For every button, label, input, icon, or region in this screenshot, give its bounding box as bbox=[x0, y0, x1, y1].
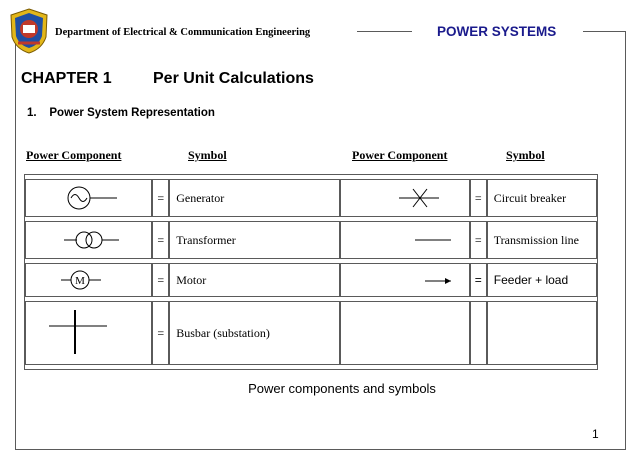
table-row bbox=[25, 221, 597, 259]
component-name-feeder-load: Feeder + load bbox=[487, 263, 597, 297]
section-heading: 1. Power System Representation bbox=[27, 107, 215, 119]
department-name: Department of Electrical & Communication Engineering bbox=[55, 27, 311, 38]
page-number: 1 bbox=[592, 427, 599, 441]
equals-sign: = bbox=[470, 263, 487, 297]
component-name-motor: Motor bbox=[169, 263, 339, 297]
empty-symbol-cell bbox=[340, 301, 470, 365]
figure-caption: Power components and symbols bbox=[248, 381, 436, 396]
transformer-symbol-icon bbox=[44, 225, 134, 255]
chapter-title: Per Unit Calculations bbox=[153, 70, 314, 87]
header-rule bbox=[357, 31, 412, 32]
equals-sign: = bbox=[152, 221, 169, 259]
feeder-load-arrow-icon bbox=[355, 266, 455, 294]
generator-symbol-icon bbox=[49, 183, 129, 213]
table-row bbox=[25, 301, 597, 365]
motor-symbol-cell bbox=[25, 263, 152, 297]
equals-sign: = bbox=[470, 179, 487, 217]
busbar-symbol-icon bbox=[39, 308, 139, 358]
component-name-circuit-breaker: Circuit breaker bbox=[487, 179, 597, 217]
component-name-generator: Generator bbox=[169, 179, 339, 217]
component-name-busbar: Busbar (substation) bbox=[169, 301, 339, 365]
course-title: POWER SYSTEMS bbox=[437, 24, 557, 39]
component-name-transmission-line: Transmission line bbox=[487, 221, 597, 259]
equals-sign: = bbox=[152, 179, 169, 217]
university-logo bbox=[8, 7, 50, 55]
equals-sign: = bbox=[152, 301, 169, 365]
column-header-symbol-right: Symbol bbox=[506, 148, 545, 162]
equals-sign: = bbox=[152, 263, 169, 297]
chapter-number: CHAPTER 1 bbox=[21, 70, 112, 87]
symbols-table bbox=[24, 174, 598, 370]
column-header-component-left: Power Component bbox=[26, 148, 122, 162]
circuit-breaker-symbol-icon bbox=[355, 183, 455, 213]
transmission-line-symbol-icon bbox=[355, 225, 455, 255]
transformer-symbol-cell bbox=[25, 221, 152, 259]
column-header-component-right: Power Component bbox=[352, 148, 448, 162]
figure-caption-wrap bbox=[0, 381, 638, 396]
motor-label: M bbox=[74, 275, 85, 287]
component-name-transformer: Transformer bbox=[169, 221, 339, 259]
table-row bbox=[25, 179, 597, 217]
equals-sign: = bbox=[470, 221, 487, 259]
column-header-symbol-left: Symbol bbox=[188, 148, 227, 162]
feeder-load-symbol-cell bbox=[340, 263, 470, 297]
motor-symbol-icon bbox=[49, 266, 129, 294]
table-row bbox=[25, 263, 597, 297]
transmission-line-symbol-cell bbox=[340, 221, 470, 259]
circuit-breaker-symbol-cell bbox=[340, 179, 470, 217]
empty-name-cell bbox=[487, 301, 597, 365]
generator-symbol-cell bbox=[25, 179, 152, 217]
empty-equals-cell bbox=[470, 301, 487, 365]
busbar-symbol-cell bbox=[25, 301, 152, 365]
